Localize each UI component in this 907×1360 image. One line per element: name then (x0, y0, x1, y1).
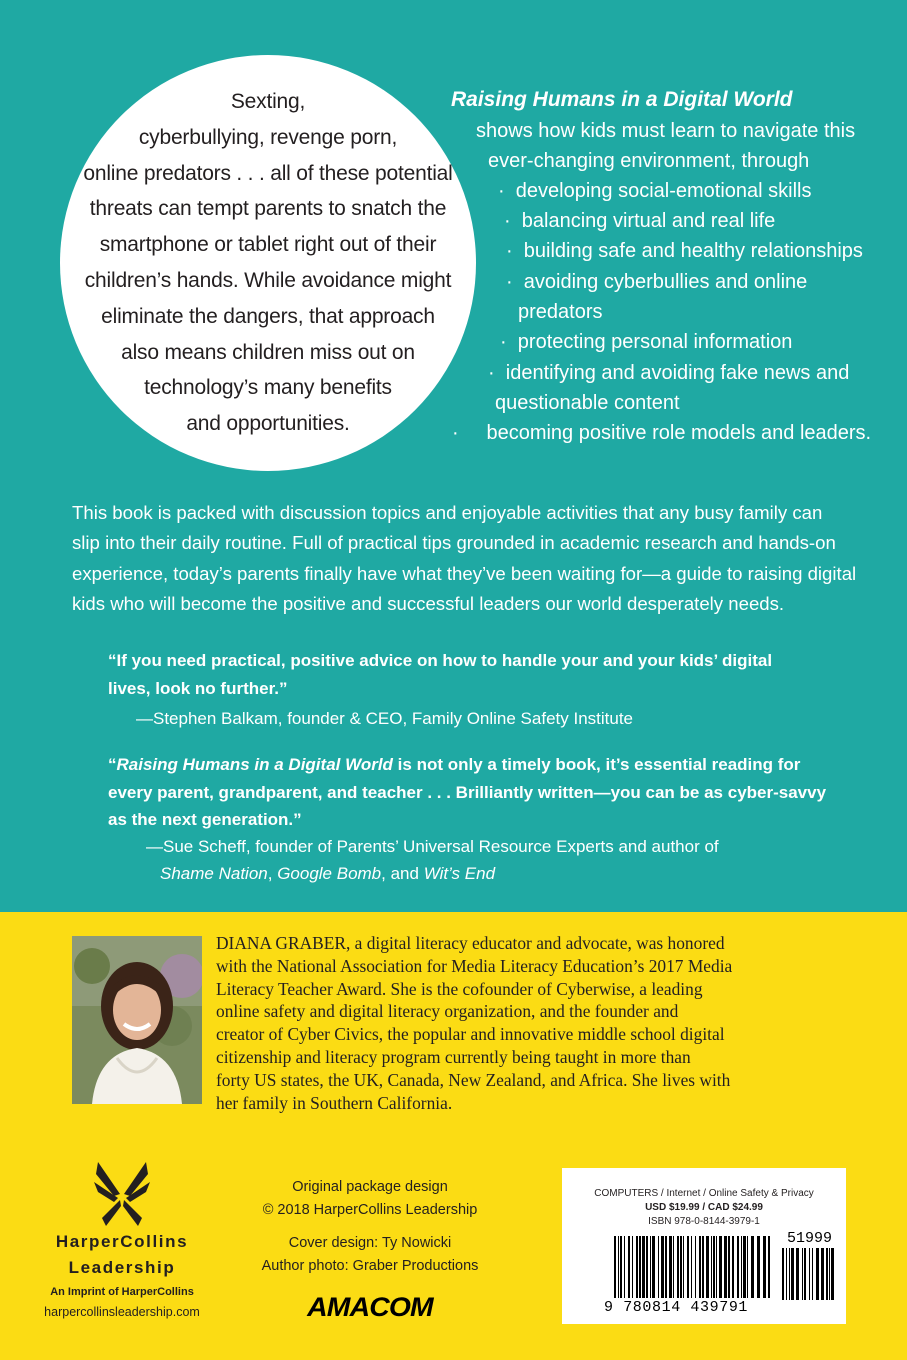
barcode-bar (658, 1236, 659, 1298)
bullet-text: avoiding cyberbullies and online (523, 271, 808, 293)
description-paragraph (72, 498, 857, 619)
barcode-ean: 9 780814 439791 (604, 1299, 749, 1316)
quote-book-title: Raising Humans in a Digital World (116, 755, 393, 774)
barcode-addon (782, 1248, 834, 1300)
quote-line: “If you need practical, positive advice on how to handle your and your kids’ digital (108, 651, 773, 670)
barcode-bar (624, 1236, 625, 1298)
bullet-text: becoming positive role models and leaders. (486, 422, 872, 444)
author-photo-drawing (72, 936, 202, 1104)
barcode-bar (821, 1248, 824, 1300)
paragraph-line: This book is packed with discussion topics and enjoyable activities that any busy family can (72, 502, 823, 523)
bio-line: Literacy Teacher Award. She is the cofounder of Cyberwise, a leading (216, 978, 703, 999)
barcode-bar (751, 1236, 754, 1298)
publisher-name-line: HarperCollins (55, 1232, 189, 1251)
circle-line: eliminate the dangers, that approach (101, 304, 435, 328)
barcode-bar (632, 1236, 633, 1298)
quote-line: as the next generation.” (108, 810, 302, 829)
author-photo (72, 936, 202, 1104)
barcode-bar (683, 1236, 684, 1298)
paragraph-line: slip into their daily routine. Full of practical tips grounded in academic research and hands-on (72, 532, 836, 554)
barcode-bar (614, 1236, 616, 1298)
barcode-bar (789, 1248, 790, 1300)
paragraph-line: kids who will become the positive and successful leaders our world desperately needs. (72, 592, 785, 614)
barcode-bar (620, 1236, 622, 1298)
quote-1 (108, 647, 772, 702)
work-title: Wit’s End (423, 864, 496, 883)
bio-line: forty US states, the UK, Canada, New Zealand, and Africa. She lives with (216, 1069, 731, 1090)
barcode-bar (802, 1248, 803, 1300)
circle-line: technology’s many benefits (144, 376, 392, 400)
intro-line: shows how kids must learn to navigate this (476, 120, 856, 142)
barcode-price-code: 51999 (787, 1230, 833, 1247)
barcode-bar (642, 1236, 645, 1298)
bullet-text: predators (518, 301, 603, 323)
barcode-bar (661, 1236, 664, 1298)
barcode-box (562, 1168, 846, 1324)
amacom-logo: AMACOM (307, 1292, 433, 1322)
barcode-bar (702, 1236, 704, 1298)
barcode-bar (791, 1248, 794, 1300)
barcode-bar (782, 1248, 784, 1300)
butterfly-logo-icon (92, 1160, 152, 1228)
barcode-bar (711, 1236, 712, 1298)
barcode-bar (665, 1236, 667, 1298)
barcode-bar (646, 1236, 648, 1298)
bio-line: with the National Association for Media Literacy Education’s 2017 Media (216, 955, 733, 976)
circle-line: also means children miss out on (121, 340, 415, 364)
quote-attribution: —Sue Scheff, founder of Parents’ Universal Resource Experts and author of (146, 837, 719, 856)
barcode-bar (636, 1236, 638, 1298)
quote-open: “ (108, 755, 117, 774)
barcode-bar (804, 1248, 806, 1300)
bullet-item: · developing social-emotional skills (498, 180, 812, 202)
publisher-url[interactable]: harpercollinsleadership.com (44, 1305, 200, 1319)
bullet-text: balancing virtual and real life (521, 210, 776, 232)
barcode-bar (816, 1248, 819, 1300)
bio-line: her family in Southern California. (216, 1092, 453, 1113)
bullet-item: · building safe and healthy relationships (506, 240, 863, 262)
circle-line: and opportunities. (186, 412, 350, 436)
barcode-bar (687, 1236, 689, 1298)
barcode-bar (691, 1236, 692, 1298)
paragraph-line: experience, today’s parents finally have what they’ve been waiting for—a guide to raising digital (72, 562, 857, 584)
credit-photo: Author photo: Graber Productions (261, 1258, 479, 1274)
barcode-bar (743, 1236, 746, 1298)
barcode-price: USD $19.99 / CAD $24.99 (645, 1202, 763, 1213)
circle-line: online predators . . . all of these potential (83, 161, 453, 185)
separator: , (267, 864, 278, 883)
work-title: Shame Nation (160, 864, 268, 883)
barcode-bar (826, 1248, 828, 1300)
bullet-item: · balancing virtual and real life (504, 210, 776, 232)
intro-line: ever-changing environment, through (488, 150, 810, 172)
bullet-item: · becoming positive role models and leaders. (452, 422, 872, 444)
barcode-bar (768, 1236, 770, 1298)
barcode-bar (650, 1236, 651, 1298)
barcode-bar (680, 1236, 682, 1298)
book-title: Raising Humans in a Digital World (451, 88, 793, 111)
circle-line: children’s hands. While avoidance might (84, 268, 452, 292)
bullet-text: questionable content (495, 392, 680, 414)
barcode-bar (763, 1236, 766, 1298)
barcode-bar (732, 1236, 734, 1298)
barcode-category: COMPUTERS / Internet / Online Safety & Privacy (594, 1188, 814, 1199)
publisher-imprint: An Imprint of HarperCollins (50, 1286, 194, 1298)
bio-line: creator of Cyber Civics, the popular and innovative middle school digital (216, 1024, 725, 1045)
credit-copyright: © 2018 HarperCollins Leadership (262, 1202, 478, 1218)
quote-works (160, 864, 495, 884)
barcode-bar (786, 1248, 787, 1300)
publisher-name (37, 1232, 207, 1278)
circle-line: Sexting, (230, 90, 306, 113)
barcode-bar (728, 1236, 730, 1298)
bullet-item: · identifying and avoiding fake news and (488, 362, 850, 384)
bullet-item: · protecting personal information (500, 331, 793, 353)
credit-design: Original package design (292, 1179, 448, 1195)
quote-text: is not only a timely book, it’s essential reading for (392, 755, 801, 774)
publisher-name-line: Leadership (68, 1258, 176, 1277)
barcode-bar (618, 1236, 619, 1298)
barcode-bar (737, 1236, 739, 1298)
barcode-bar (796, 1248, 799, 1300)
barcode-bar (757, 1236, 760, 1298)
bullet-item: · avoiding cyberbullies and online (506, 271, 808, 293)
circle-line: threats can tempt parents to snatch the (89, 197, 447, 221)
barcode-bar (628, 1236, 630, 1298)
barcode-bar (829, 1248, 830, 1300)
barcode-bar (713, 1236, 715, 1298)
bullet-text: protecting personal information (517, 331, 793, 353)
barcode-bar (719, 1236, 722, 1298)
bullet-text: identifying and avoiding fake news and (505, 362, 850, 384)
bio-line: DIANA GRABER, a digital literacy educator and advocate, was honored (216, 933, 725, 953)
barcode-bar (673, 1236, 674, 1298)
barcode-bar (695, 1236, 696, 1298)
work-title: Google Bomb (277, 864, 382, 883)
credit-cover: Cover design: Ty Nowicki (288, 1235, 452, 1251)
circle-text (78, 84, 458, 442)
quote-2 (108, 751, 826, 834)
bio-line: citizenship and literacy program currently being taught in more than (216, 1046, 691, 1067)
barcode-main (614, 1236, 770, 1298)
barcode-isbn: ISBN 978-0-8144-3979-1 (648, 1216, 760, 1227)
barcode-bar (809, 1248, 810, 1300)
barcode-bar (741, 1236, 742, 1298)
barcode-bar (652, 1236, 655, 1298)
barcode-bar (699, 1236, 701, 1298)
bullet-text: developing social-emotional skills (515, 180, 812, 202)
barcode-bar (831, 1248, 834, 1300)
quote-line (108, 751, 826, 779)
bio-line: online safety and digital literacy organization, and the founder and (216, 1001, 679, 1022)
bullet-text: building safe and healthy relationships (523, 240, 863, 262)
barcode-bar (724, 1236, 727, 1298)
barcode-bar (706, 1236, 709, 1298)
circle-line: smartphone or tablet right out of their (99, 233, 437, 257)
separator: , and (381, 864, 424, 883)
barcode-bar (677, 1236, 679, 1298)
circle-line: cyberbullying, revenge porn, (138, 125, 398, 149)
barcode-bar (716, 1236, 717, 1298)
barcode-bar (747, 1236, 748, 1298)
quote-attribution: —Stephen Balkam, founder & CEO, Family Online Safety Institute (136, 709, 634, 728)
barcode-bar (639, 1236, 641, 1298)
barcode-bar (669, 1236, 672, 1298)
quote-line: lives, look no further.” (108, 678, 288, 698)
quote-line: every parent, grandparent, and teacher . . . Brilliantly written—you can be as cyber-savvy (108, 782, 827, 802)
author-bio (216, 932, 826, 1114)
barcode-bar (812, 1248, 813, 1300)
